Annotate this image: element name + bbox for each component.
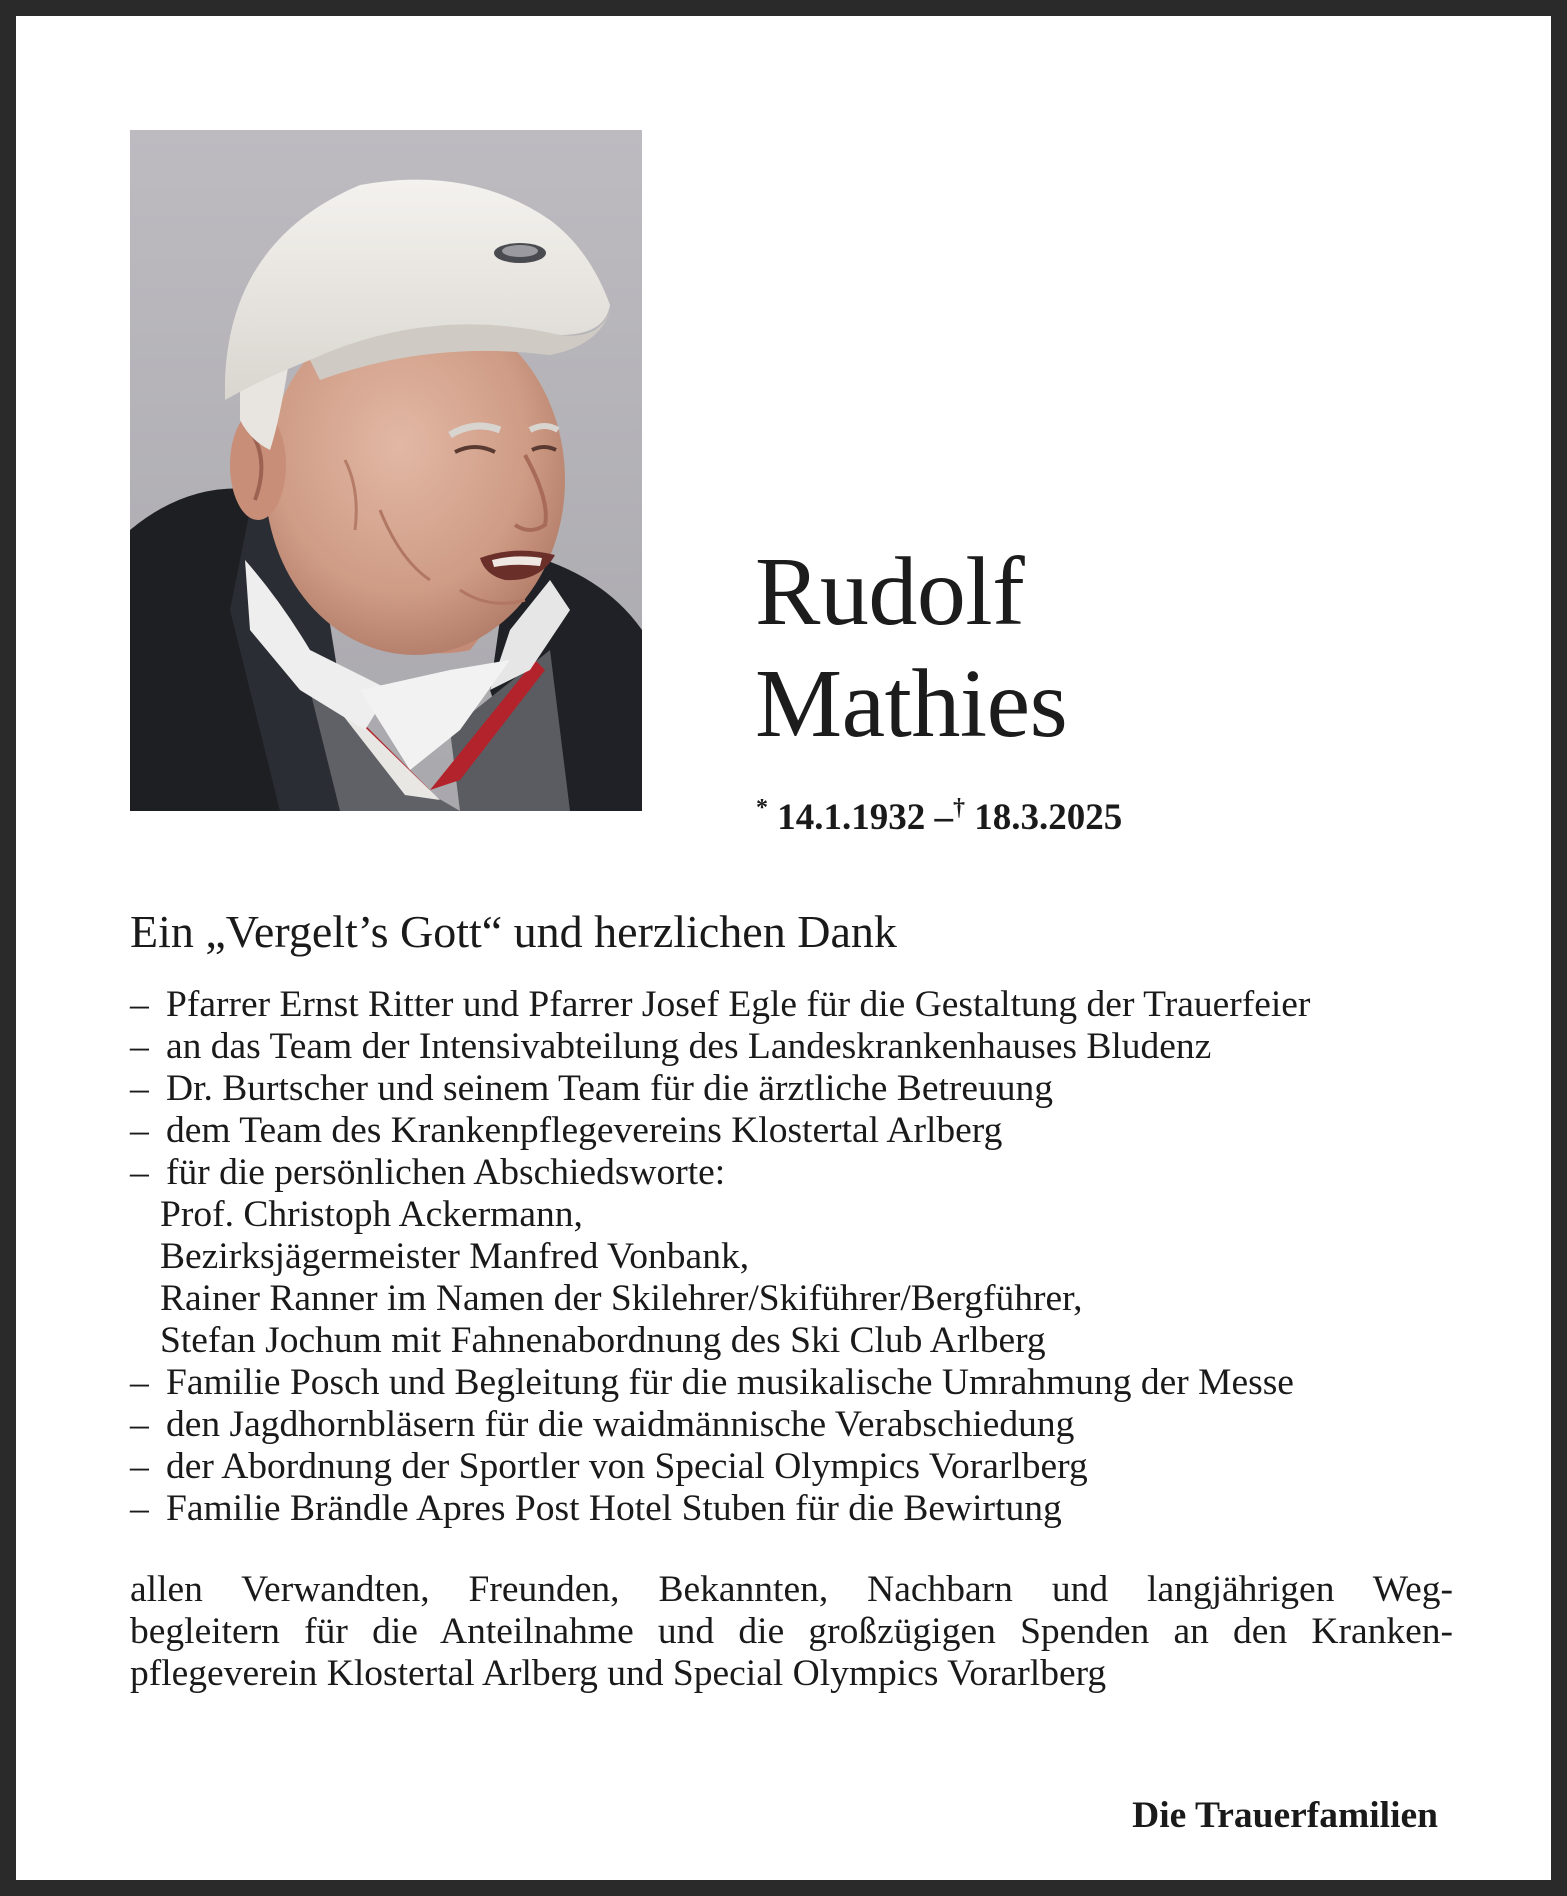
list-item: – dem Team des Krankenpflegevereins Klostertal Arlberg xyxy=(130,1110,1003,1151)
list-dash: – xyxy=(130,1488,149,1529)
deceased-name xyxy=(755,536,1067,760)
speaker-line: Bezirksjägermeister Manfred Vonbank, xyxy=(160,1236,750,1277)
death-date: 18.3.2025 xyxy=(974,797,1123,838)
list-item: – für die persönlichen Abschiedsworte: xyxy=(130,1152,726,1193)
speaker-line: Stefan Jochum mit Fahnenabordnung des Ski Club Arlberg xyxy=(160,1320,1046,1361)
signature: Die Trauerfamilien xyxy=(1132,1795,1438,1836)
closing-paragraph xyxy=(130,1569,1453,1695)
closing-line: begleitern für die Anteilnahme und die großzügigen Spenden an den Kranken- xyxy=(130,1611,1453,1652)
list-dash: – xyxy=(130,1026,149,1067)
list-item: – Dr. Burtscher und seinem Team für die ärztliche Betreuung xyxy=(130,1068,1054,1109)
list-item: – den Jagdhornbläsern für die waidmännische Verabschiedung xyxy=(130,1404,1075,1445)
list-dash: – xyxy=(130,1446,149,1487)
list-item: – Familie Posch und Begleitung für die musikalische Umrahmung der Messe xyxy=(130,1362,1294,1403)
date-separator: – xyxy=(934,797,953,838)
death-cross-icon: † xyxy=(953,795,965,821)
list-dash: – xyxy=(130,1110,149,1151)
closing-line: pflegeverein Klostertal Arlberg und Special Olympics Vorarlberg xyxy=(130,1653,1107,1694)
list-item: – Familie Brändle Apres Post Hotel Stuben für die Bewirtung xyxy=(130,1488,1062,1529)
list-dash: – xyxy=(130,1152,149,1193)
portrait-photo xyxy=(130,130,642,811)
closing-line: allen Verwandten, Freunden, Bekannten, Nachbarn und langjährigen Weg- xyxy=(130,1569,1453,1610)
birth-date: 14.1.1932 xyxy=(777,797,926,838)
obituary-card xyxy=(16,16,1551,1880)
thanks-list xyxy=(130,984,1460,1530)
list-dash: – xyxy=(130,984,149,1025)
speaker-line: Rainer Ranner im Namen der Skilehrer/Skiführer/Bergführer, xyxy=(160,1278,1083,1319)
first-name: Rudolf xyxy=(755,538,1025,646)
list-dash: – xyxy=(130,1068,149,1109)
speaker-line: Prof. Christoph Ackermann, xyxy=(160,1194,583,1235)
list-item: – Pfarrer Ernst Ritter und Pfarrer Josef Egle für die Gestaltung der Trauerfeier xyxy=(130,984,1311,1025)
thanks-heading: Ein „Vergelt’s Gott“ und herzlichen Dank xyxy=(130,906,897,957)
birth-star-icon: * xyxy=(756,795,768,821)
life-dates xyxy=(756,796,1122,840)
list-dash: – xyxy=(130,1404,149,1445)
list-item: – an das Team der Intensivabteilung des Landeskrankenhauses Bludenz xyxy=(130,1026,1212,1067)
last-name: Mathies xyxy=(755,650,1068,758)
list-item: – der Abordnung der Sportler von Special Olympics Vorarlberg xyxy=(130,1446,1088,1487)
portrait-illustration xyxy=(130,130,642,811)
list-dash: – xyxy=(130,1362,149,1403)
